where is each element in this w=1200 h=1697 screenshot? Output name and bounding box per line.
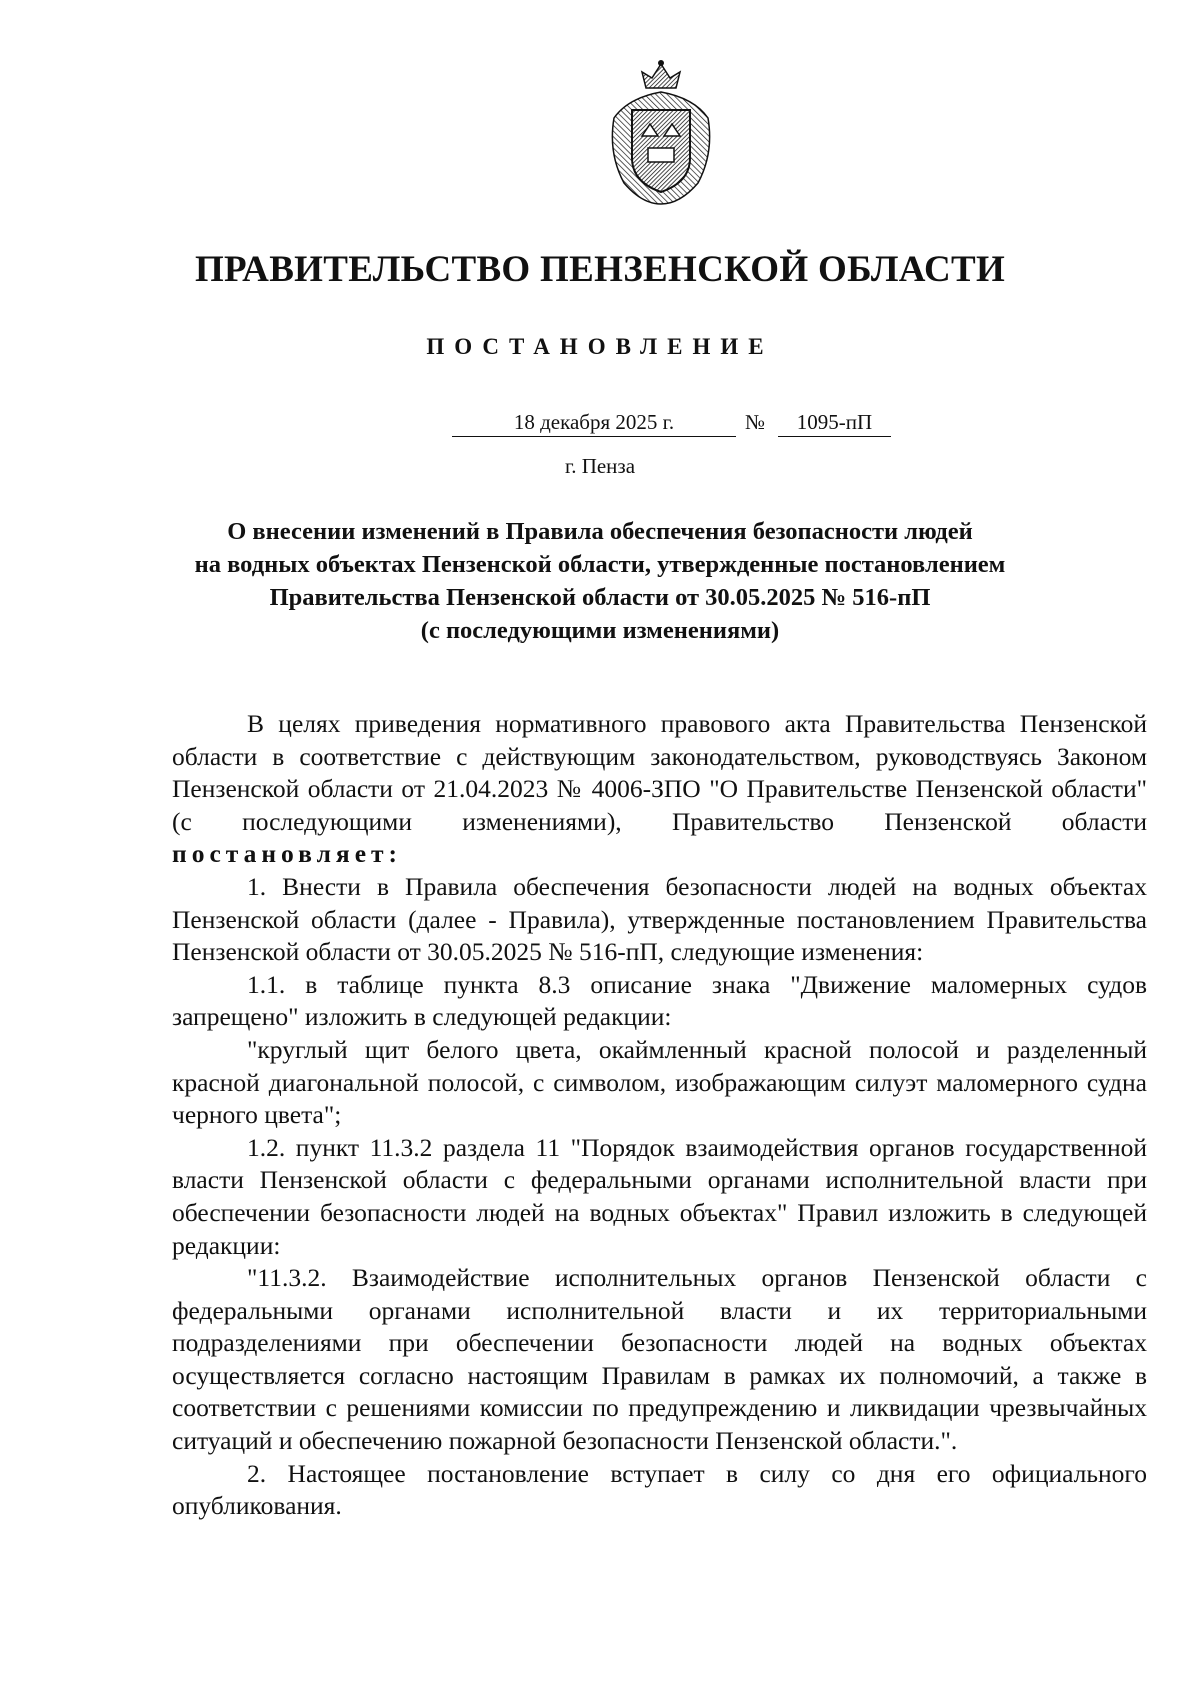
preamble-paragraph (172, 708, 1147, 871)
document-subject (140, 515, 1060, 647)
subject-line: на водных объектах Пензенской области, утвержденные постановлением (194, 551, 1006, 578)
document-number: 1095-пП (778, 410, 891, 437)
paragraph-1-1-text: "круглый щит белого цвета, окаймленный красной полосой и разделенный красной диагональной полосой, с символом, изображающим силуэт маломерного судна черного цвета"; (172, 1034, 1147, 1130)
preamble-text: В целях приведения нормативного правового акта Правительства Пензенской области в соответствие с действующим законодательством, руководствуясь Законом Пензенской области от 21.04.2023 № 4006-ЗПО "О Правительстве Пензенской области" (с последующими изменениями), Правительство Пензенской области (172, 709, 1147, 836)
document-body (172, 708, 1147, 1523)
government-title: ПРАВИТЕЛЬСТВО ПЕНЗЕНСКОЙ ОБЛАСТИ (194, 249, 1006, 290)
paragraph-1-2-text: "11.3.2. Взаимодействие исполнительных органов Пензенской области с федеральными органами исполнительной власти и их территориальными подразделениями при обеспечении безопасности людей на водных объектах осуществляется согласно настоящим Правилам в рамках их полномочий, а также в соответствии с решениями комиссии по предупреждению и ликвидации чрезвычайных ситуаций и обеспечению пожарной безопасности Пензенской области.". (172, 1263, 1147, 1456)
document-type: ПОСТАНОВЛЕНИЕ (426, 334, 774, 359)
coat-of-arms-icon (602, 58, 720, 206)
document-date: 18 декабря 2025 г. (452, 410, 736, 437)
paragraph-2: 2. Настоящее постановление вступает в силу со дня его официального опубликования. (172, 1458, 1147, 1521)
resolves-word: постановляет: (172, 839, 403, 869)
subject-line: Правительства Пензенской области от 30.05.2025 № 516-пП (269, 584, 931, 611)
subject-line: О внесении изменений в Правила обеспечения безопасности людей (227, 518, 973, 545)
number-sign: № (745, 410, 766, 434)
document-city: г. Пенза (564, 454, 636, 478)
paragraph-1-2: 1.2. пункт 11.3.2 раздела 11 "Порядок взаимодействия органов государственной власти Пензенской области с федеральными органами исполнительной власти при обеспечении безопасности людей на водных объектах" Правил изложить в следующей редакции: (172, 1132, 1147, 1260)
subject-line: (с последующими изменениями) (420, 617, 780, 644)
paragraph-1: 1. Внести в Правила обеспечения безопасности людей на водных объектах Пензенской области (далее - Правила), утвержденные постановлением Правительства Пензенской области от 30.05.2025 № 516-пП, следующие изменения: (172, 871, 1147, 967)
paragraph-1-1: 1.1. в таблице пункта 8.3 описание знака "Движение маломерных судов запрещено" изложить в следующей редакции: (172, 969, 1147, 1032)
